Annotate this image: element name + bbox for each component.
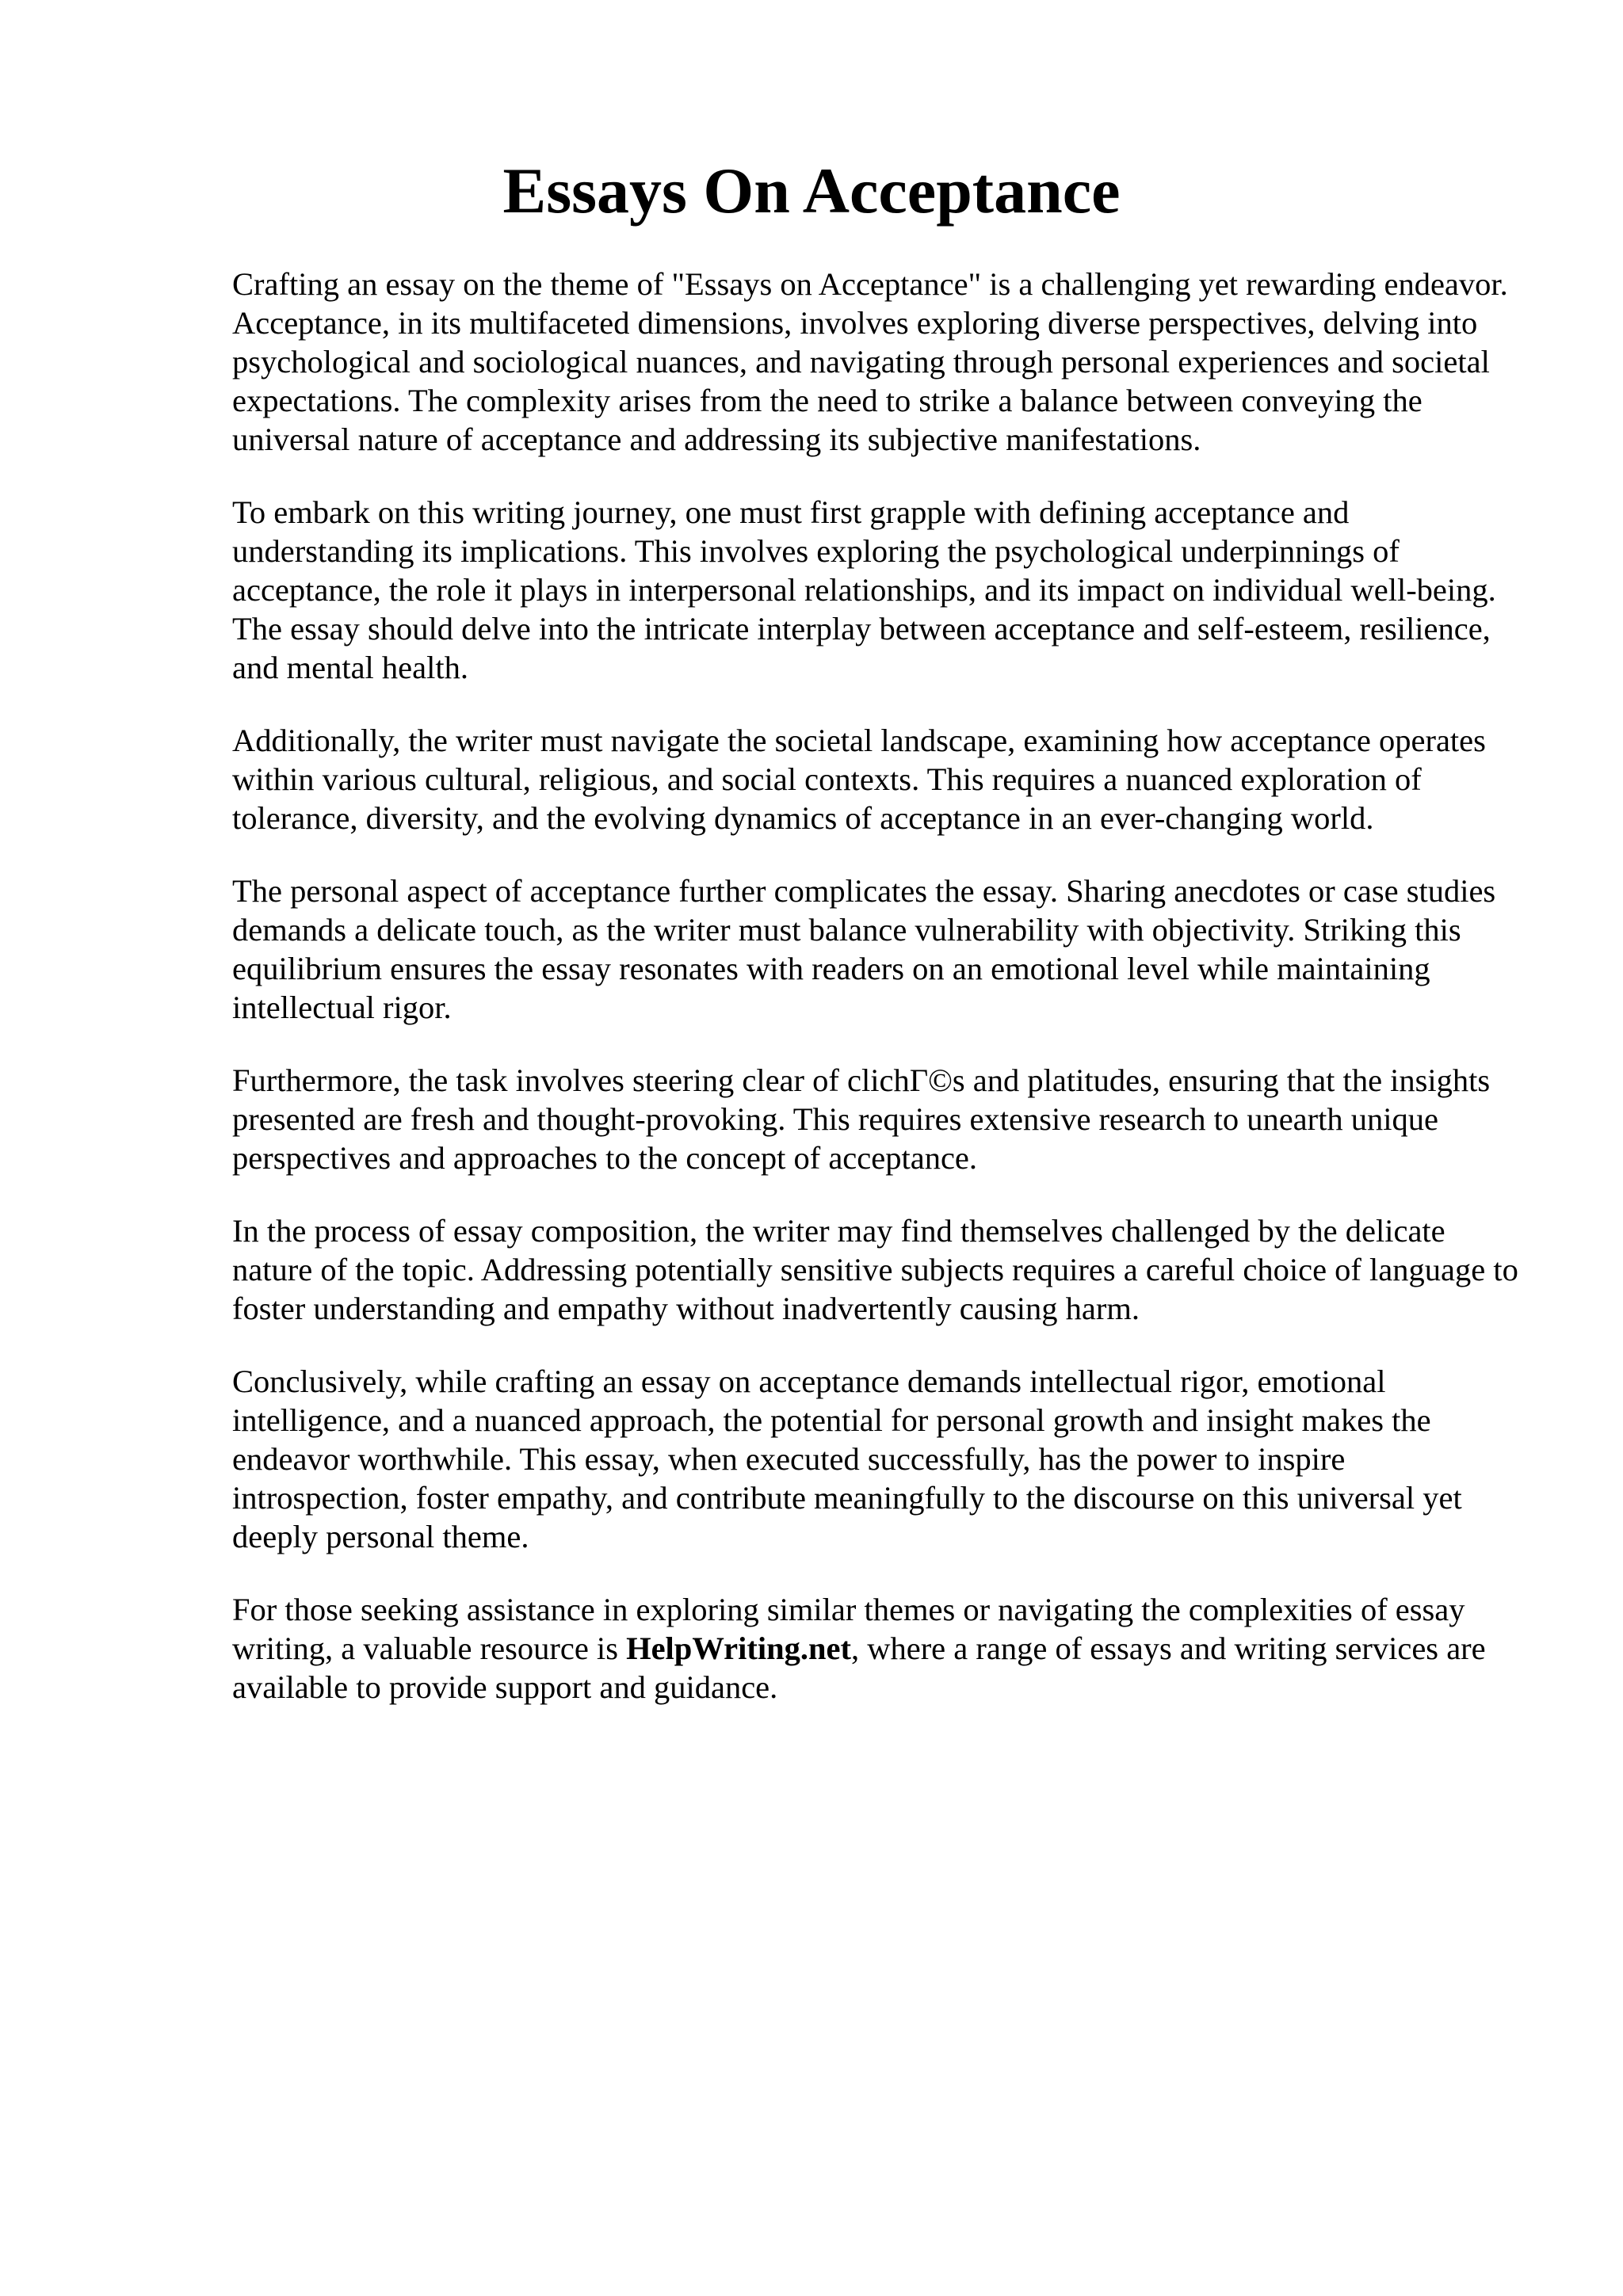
paragraph-6: In the process of essay composition, the writer may find themselves challenged by the delicate nature of the topic. Addressing potentially sensitive subjects requires a careful choice of language to foster understanding and empathy without inadvertently causing harm.	[232, 1213, 1518, 1326]
paragraph-3: Additionally, the writer must navigate the societal landscape, examining how acceptance operates within various cultural, religious, and social contexts. This requires a nuanced exploration of tolerance, diversity, and the evolving dynamics of acceptance in an ever-changing world.	[232, 723, 1486, 836]
closing-text-before: For those seeking assistance in exploring similar themes or navigating the complexities of essay writing, a valuable resource is	[232, 1592, 1465, 1666]
closing-text-after: , where a range of essays and writing services are available to provide support and guidance.	[232, 1630, 1486, 1705]
closing-paragraph	[232, 1590, 1520, 1707]
paragraph-7: Conclusively, while crafting an essay on acceptance demands intellectual rigor, emotional intelligence, and a nuanced approach, the potential for personal growth and insight makes the endeavor worthwhile. This essay, when executed successfully, has the power to inspire introspection, foster empathy, and contribute meaningfully to the discourse on this universal yet deeply personal theme.	[232, 1363, 1462, 1554]
paragraph-4: The personal aspect of acceptance further complicates the essay. Sharing anecdotes or case studies demands a delicate touch, as the writer must balance vulnerability with objectivity. Striking this equilibrium ensures the essay resonates with readers on an emotional level while maintaining intellectual rigor.	[232, 873, 1496, 1025]
paragraph-5: Furthermore, the task involves steering clear of clichΓ©s and platitudes, ensuring that the insights presented are fresh and thought-provoking. This requires extensive research to unearth unique perspectives and approaches to the concept of acceptance.	[232, 1062, 1491, 1176]
document-title: Essays On Acceptance	[502, 154, 1121, 227]
paragraph-2: To embark on this writing journey, one must first grapple with defining acceptance and understanding its implications. This involves exploring the psychological underpinnings of acceptance, the role it plays in interpersonal relationships, and its impact on individual well-being. The essay should delve into the intricate interplay between acceptance and self-esteem, resilience, and mental health.	[232, 494, 1496, 685]
brand-name: HelpWriting.net	[626, 1630, 851, 1666]
paragraph-1: Crafting an essay on the theme of "Essays on Acceptance" is a challenging yet rewarding endeavor. Acceptance, in its multifaceted dimensions, involves exploring diverse perspectives, delving into psychological and sociological nuances, and navigating through personal experiences and societal expectations. The complexity arises from the need to strike a balance between conveying the universal nature of acceptance and addressing its subjective manifestations.	[232, 266, 1508, 457]
document-body	[232, 265, 1520, 1741]
